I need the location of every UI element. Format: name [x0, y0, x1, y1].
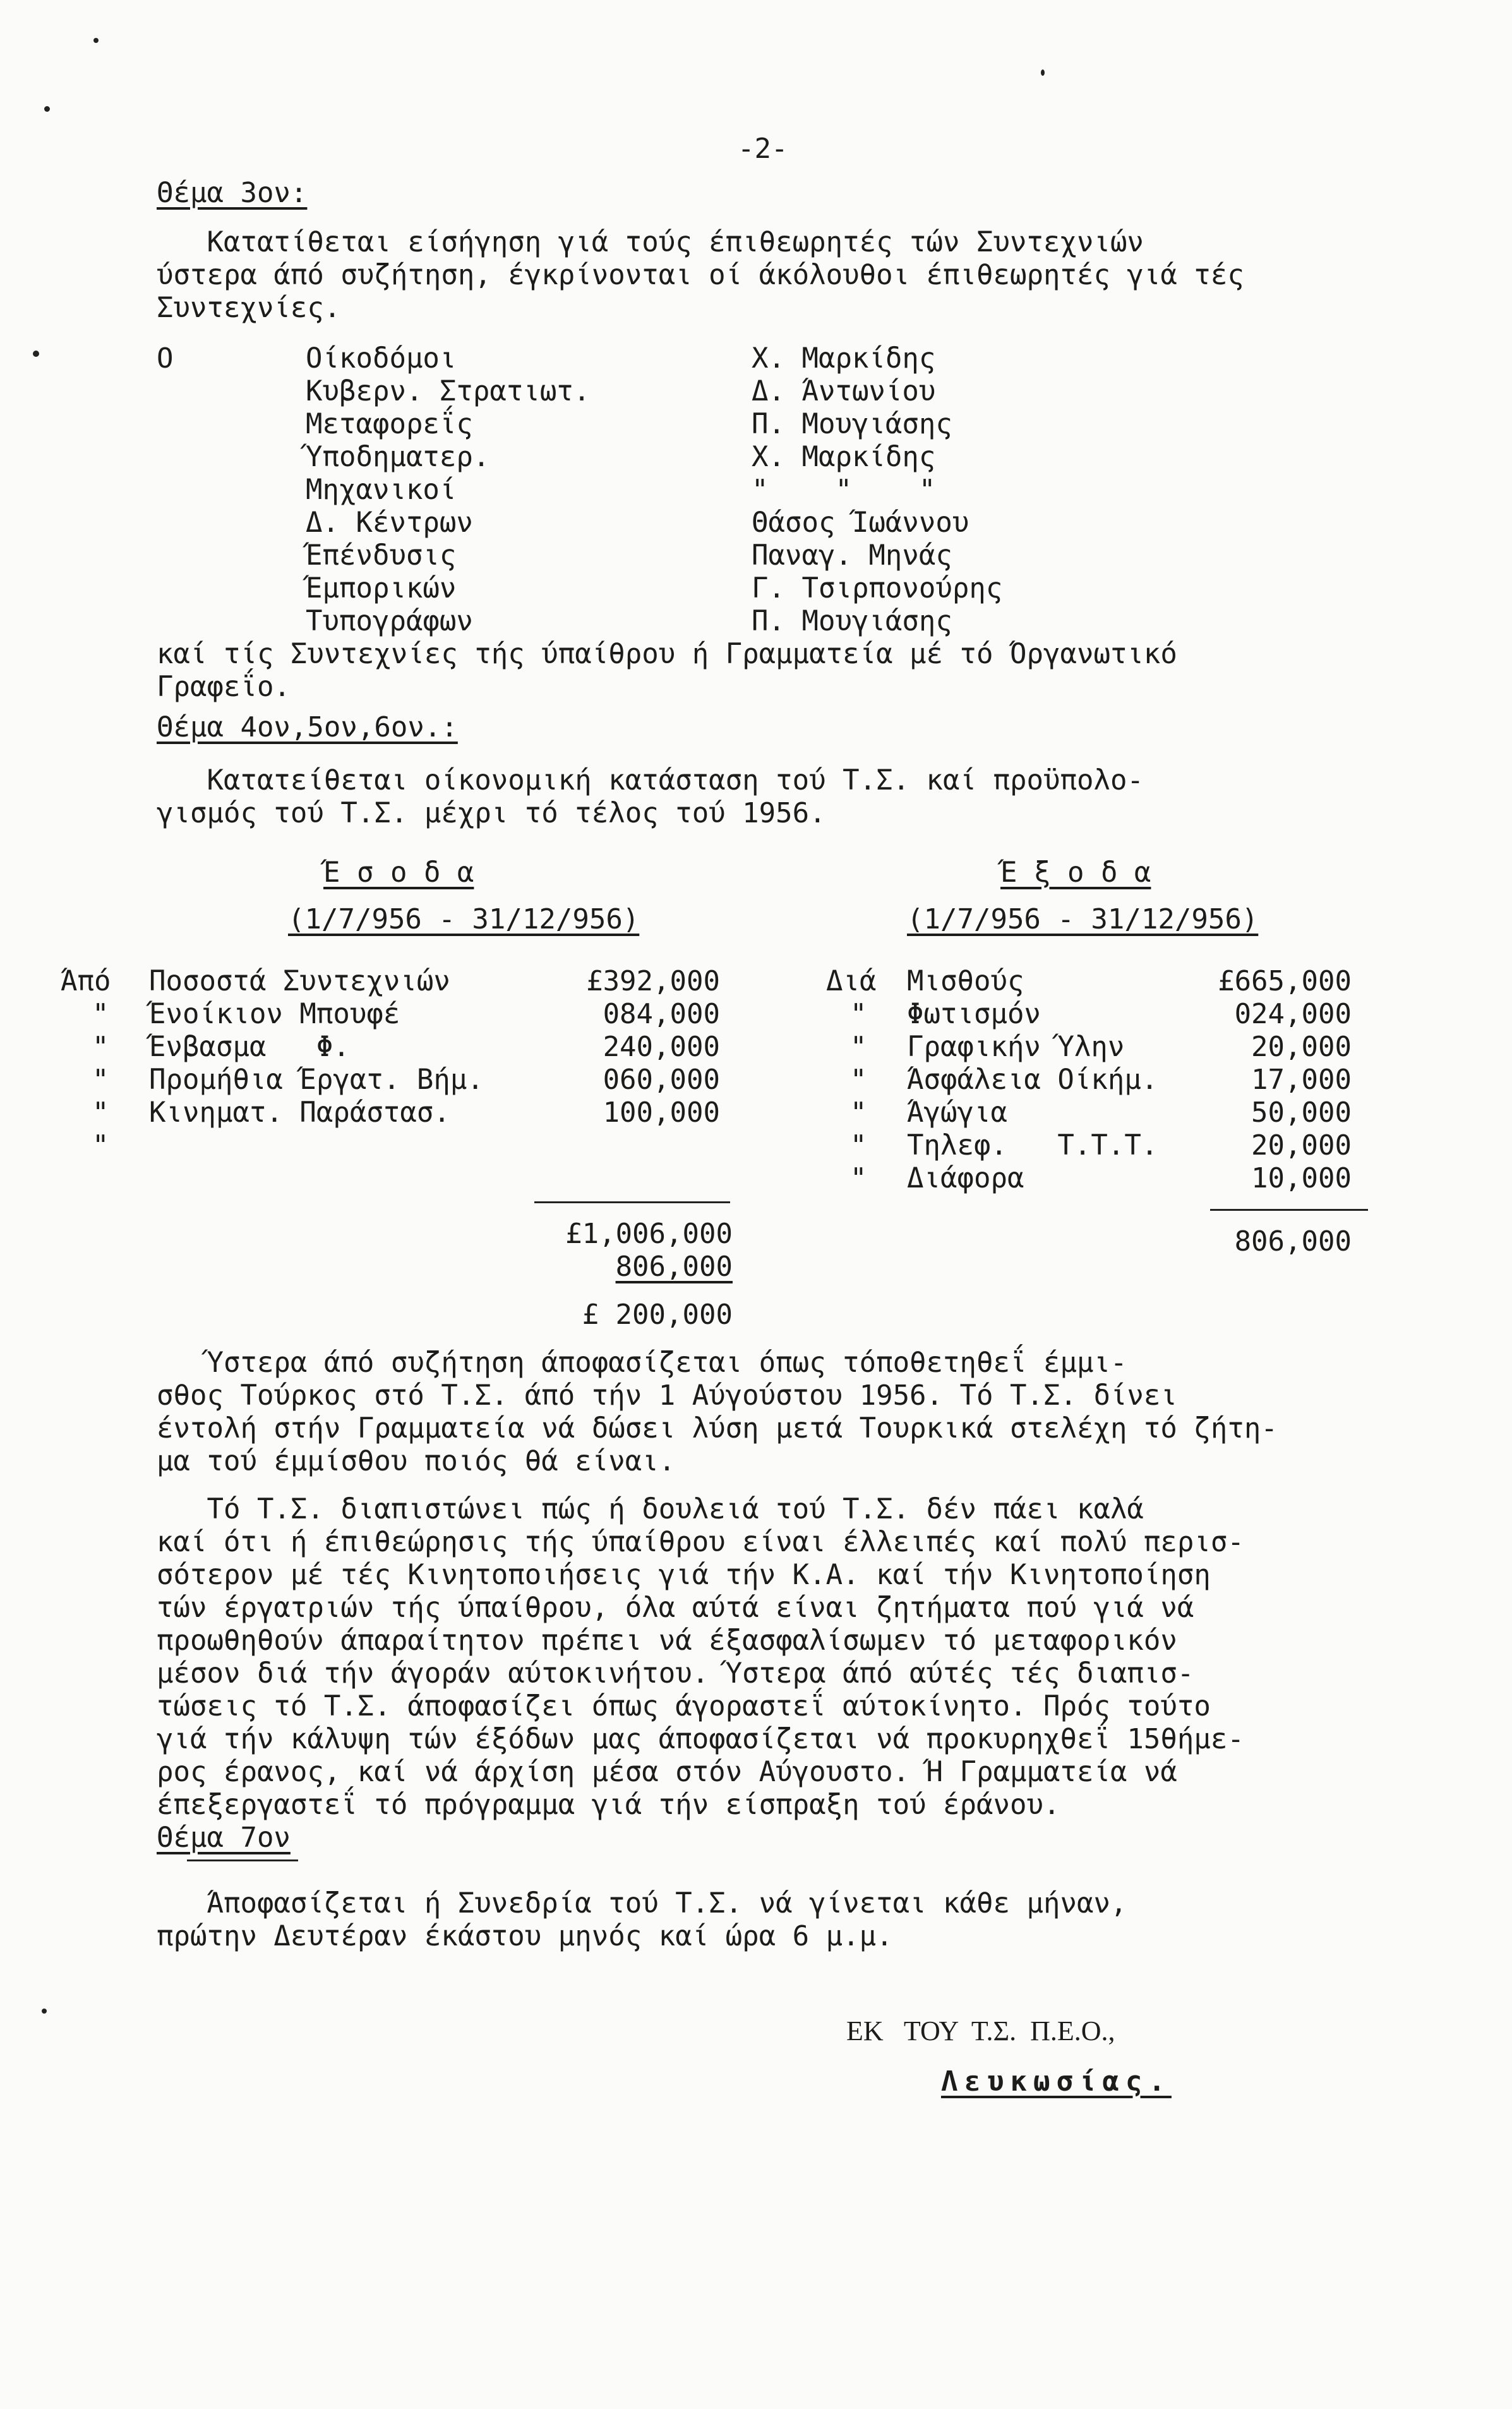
income-row-amount: 100,000 — [603, 1096, 720, 1129]
expense-row-label: Άγώγια — [907, 1096, 1007, 1129]
expense-row-amount: 024,000 — [1234, 998, 1352, 1030]
scan-speck — [1041, 69, 1045, 76]
paragraph-line: έπεξεργαστεΐ τό πρόγραμμα γιά τήν είσπραξη τού έράνου. — [157, 1789, 1060, 1821]
ditto-mark: " — [92, 1064, 109, 1096]
ditto-mark: " — [850, 1096, 867, 1129]
expenses-prefix: Διά — [826, 965, 877, 997]
section-3-closing-line: Γραφεΐο. — [157, 671, 291, 703]
income-balance: £ 200,000 — [582, 1299, 733, 1331]
paragraph-line: σότερον μέ τές Κινητοποιήσεις γιά τήν Κ.Α. καί τήν Κινητοποίηση — [157, 1559, 1211, 1591]
inspector-name: Π. Μουγιάσης — [752, 605, 952, 637]
inspector-union: Έμπορικών — [306, 572, 457, 604]
inspector-union: Μεταφορεΐς — [306, 408, 473, 440]
ditto-mark: " — [850, 1129, 867, 1162]
expenses-period: (1/7/956 - 31/12/956) — [907, 903, 1259, 935]
expenses-total-rule — [1210, 1209, 1368, 1211]
expense-row-label: Τηλεφ. Τ.Τ.Τ. — [907, 1129, 1158, 1162]
income-row-label: Ένβασμα Φ. — [149, 1031, 350, 1063]
expense-row-label: Άσφάλεια Οίκήμ. — [907, 1064, 1158, 1096]
section-3-paragraph-line: Συντεχνίες. — [157, 292, 341, 324]
paragraph-line: γιά τήν κάλυψη τών έξόδων μας άποφασίζεται νά προκυρηχθεΐ 15θήμε- — [157, 1723, 1244, 1755]
income-row-amount: 060,000 — [603, 1064, 720, 1096]
expenses-total: 806,000 — [1234, 1225, 1352, 1258]
inspector-name: Θάσος Ίωάννου — [752, 507, 969, 539]
ditto-mark: " — [92, 1031, 109, 1063]
income-row-amount: £392,000 — [586, 965, 720, 997]
inspector-name: " " " — [752, 474, 936, 506]
ditto-mark: " — [92, 998, 109, 1030]
paragraph-line: τώσεις τό Τ.Σ. άποφασίζει όπως άγοραστεΐ αύτοκίνητο. Πρός τούτο — [157, 1690, 1211, 1722]
inspector-name: Χ. Μαρκίδης — [752, 441, 936, 473]
section-7-rule — [187, 1859, 298, 1861]
expense-row-amount: £665,000 — [1218, 965, 1352, 997]
paragraph-line: έντολή στήν Γραμματεία νά δώσει λύση μετά Τουρκικά στελέχη τό ζήτη- — [157, 1412, 1278, 1445]
section-7-heading: Θέμα 7ον — [157, 1822, 291, 1854]
section-3-paragraph-line: ύστερα άπό συζήτηση, έγκρίνονται οί άκόλουθοι έπιθεωρητές γιά τές — [157, 259, 1244, 291]
scan-speck — [44, 106, 50, 112]
inspector-union: Δ. Κέντρων — [306, 507, 473, 539]
expense-row-label: Γραφικήν Ύλην — [907, 1031, 1125, 1063]
inspector-union: Κυβερν. Στρατιωτ. — [306, 375, 591, 407]
income-row-amount: 240,000 — [603, 1031, 720, 1063]
scan-speck — [33, 351, 39, 357]
inspector-name: Δ. Άντωνίου — [752, 375, 936, 407]
signature-line: ΕΚ ΤΟΥ Τ.Σ. Π.Ε.Ο., — [846, 2016, 1115, 2046]
income-prefix: Άπό — [61, 965, 111, 997]
paragraph-line: προωθηθούν άπαραίτητον πρέπει νά έξασφαλίσωμεν τό μεταφορικόν — [157, 1625, 1177, 1657]
expense-row-amount: 20,000 — [1251, 1129, 1352, 1162]
paragraph-line: τών έργατριών τής ύπαίθρου, όλα αύτά είναι ζητήματα πού γιά νά — [157, 1592, 1194, 1624]
expenses-title: Έ ξ ο δ α — [1000, 856, 1151, 889]
inspector-union: Τυπογράφων — [306, 605, 473, 637]
income-total: £1,006,000 — [565, 1218, 733, 1250]
section-4-heading: Θέμα 4ον,5ον,6ον.: — [157, 711, 458, 743]
section-3-paragraph-line: Κατατίθεται είσήγηση γιά τούς έπιθεωρητές τών Συντεχνιών — [157, 226, 1144, 258]
section-4-paragraph-line: Κατατείθεται οίκονομική κατάσταση τού Τ.Σ. καί προϋπολο- — [157, 764, 1144, 796]
ditto-mark: " — [850, 1031, 867, 1063]
income-row-label: Ένοίκιον Μπουφέ — [149, 998, 400, 1030]
paragraph-line: Ύστερα άπό συζήτηση άποφασίζεται όπως τόποθετηθεΐ έμμι- — [157, 1347, 1127, 1379]
expense-row-label: Μισθούς — [907, 965, 1024, 997]
income-row-label: Ποσοστά Συντεχνιών — [149, 965, 450, 997]
inspector-union: Ύποδηματερ. — [306, 441, 490, 473]
income-minus-expenses: 806,000 — [615, 1251, 733, 1283]
inspector-name: Παναγ. Μηνάς — [752, 539, 952, 572]
scan-speck — [42, 2009, 47, 2014]
income-title: Έ σ ο δ α — [323, 856, 474, 889]
paragraph-line: μέσον διά τήν άγοράν αύτοκινήτου. Ύστερα άπό αύτές τές διαπισ- — [157, 1657, 1194, 1690]
inspector-name: Γ. Τσιρπονούρης — [752, 572, 1003, 604]
inspector-name: Π. Μουγιάσης — [752, 408, 952, 440]
scan-speck — [93, 38, 99, 43]
section-3-heading: Θέμα 3ον: — [157, 177, 308, 209]
expense-row-amount: 20,000 — [1251, 1031, 1352, 1063]
expense-row-label: Διάφορα — [907, 1162, 1024, 1194]
income-row-amount: 084,000 — [603, 998, 720, 1030]
income-row-label: Προμήθια Έργατ. Βήμ. — [149, 1064, 484, 1096]
paragraph-line: Τό Τ.Σ. διαπιστώνει πώς ή δουλειά τού Τ.Σ. δέν πάει καλά — [157, 1493, 1144, 1525]
income-row-label: Κινηματ. Παράστασ. — [149, 1096, 450, 1129]
section-7-paragraph-line: Άποφασίζεται ή Συνεδρία τού Τ.Σ. νά γίνεται κάθε μήναν, — [157, 1887, 1127, 1919]
list-marker: O — [157, 342, 174, 375]
page-number: -2- — [738, 133, 788, 165]
paragraph-line: σθος Τούρκος στό Τ.Σ. άπό τήν 1 Αύγούστου 1956. Τό Τ.Σ. δίνει — [157, 1379, 1177, 1412]
paragraph-line: καί ότι ή έπιθεώρησις τής ύπαίθρου είναι έλλειπές καί πολύ περισ- — [157, 1526, 1244, 1558]
inspector-union: Μηχανικοί — [306, 474, 457, 506]
signature-city: Λευκωσίας. — [941, 2065, 1172, 2098]
expense-row-amount: 10,000 — [1251, 1162, 1352, 1194]
inspector-union: Έπένδυσις — [306, 539, 457, 572]
ditto-mark: " — [92, 1129, 109, 1162]
income-period: (1/7/956 - 31/12/956) — [288, 903, 640, 935]
inspector-name: Χ. Μαρκίδης — [752, 342, 936, 375]
ditto-mark: " — [850, 1064, 867, 1096]
ditto-mark: " — [850, 998, 867, 1030]
expense-row-amount: 17,000 — [1251, 1064, 1352, 1096]
section-3-closing-line: καί τίς Συντεχνίες τής ύπαίθρου ή Γραμματεία μέ τό Όργανωτικό — [157, 638, 1177, 670]
inspector-union: Οίκοδόμοι — [306, 342, 457, 375]
section-4-paragraph-line: γισμός τού Τ.Σ. μέχρι τό τέλος τού 1956. — [157, 797, 826, 829]
ditto-mark: " — [92, 1096, 109, 1129]
expense-row-amount: 50,000 — [1251, 1096, 1352, 1129]
income-total-rule — [534, 1201, 730, 1203]
paragraph-line: ρος έρανος, καί νά άρχίση μέσα στόν Αύγουστο. Ή Γραμματεία νά — [157, 1756, 1177, 1788]
ditto-mark: " — [850, 1162, 867, 1194]
section-7-paragraph-line: πρώτην Δευτέραν έκάστου μηνός καί ώρα 6 μ.μ. — [157, 1920, 893, 1952]
paragraph-line: μα τού έμμίσθου ποιός θά είναι. — [157, 1445, 676, 1477]
expense-row-label: Φωτισμόν — [907, 998, 1041, 1030]
